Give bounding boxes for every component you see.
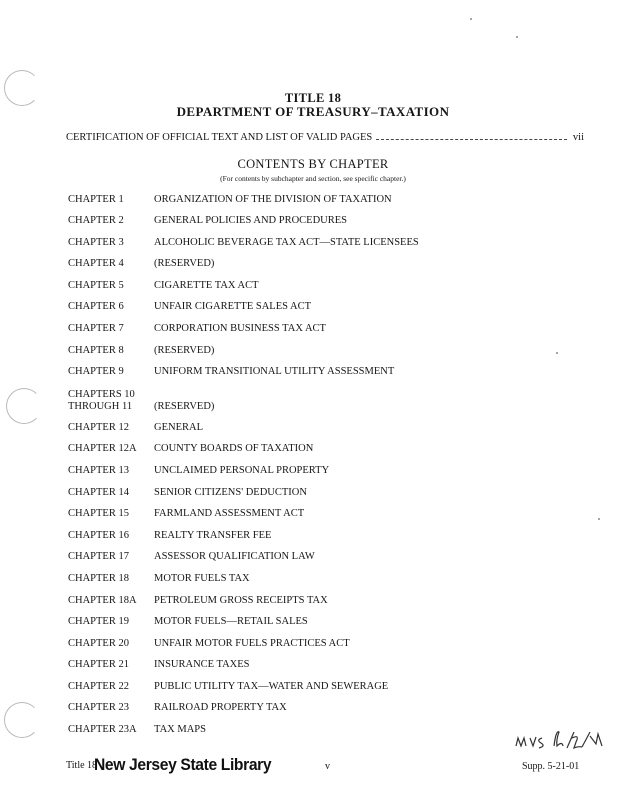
chapter-number-continued: THROUGH 11 bbox=[68, 401, 133, 412]
chapter-title: (RESERVED) bbox=[154, 345, 215, 356]
certification-page: vii bbox=[572, 132, 584, 143]
scan-speck bbox=[470, 18, 472, 20]
chapter-number: CHAPTER 19 bbox=[68, 616, 129, 627]
library-stamp: New Jersey State Library bbox=[94, 755, 272, 774]
punch-hole-middle bbox=[6, 388, 42, 424]
chapter-number: CHAPTER 12A bbox=[68, 443, 137, 454]
certification-label: CERTIFICATION OF OFFICIAL TEXT AND LIST OF VALID PAGES bbox=[66, 132, 373, 143]
footer-page-number: v bbox=[325, 761, 330, 772]
certification-line[interactable] bbox=[66, 132, 584, 146]
chapter-number: CHAPTER 2 bbox=[68, 215, 124, 226]
chapter-title: INSURANCE TAXES bbox=[154, 659, 250, 670]
chapter-title: SENIOR CITIZENS' DEDUCTION bbox=[154, 487, 307, 498]
scan-speck bbox=[598, 518, 600, 520]
chapter-title: GENERAL POLICIES AND PROCEDURES bbox=[154, 215, 347, 226]
scan-speck bbox=[516, 36, 518, 38]
chapter-title: ASSESSOR QUALIFICATION LAW bbox=[154, 551, 315, 562]
chapter-title: COUNTY BOARDS OF TAXATION bbox=[154, 443, 314, 454]
chapter-title: PUBLIC UTILITY TAX—WATER AND SEWERAGE bbox=[154, 681, 389, 692]
department-heading: DEPARTMENT OF TREASURY–TAXATION bbox=[176, 104, 450, 119]
chapter-title: UNIFORM TRANSITIONAL UTILITY ASSESSMENT bbox=[154, 366, 395, 377]
chapter-title: FARMLAND ASSESSMENT ACT bbox=[154, 508, 305, 519]
chapter-title: ALCOHOLIC BEVERAGE TAX ACT—STATE LICENSEES bbox=[154, 237, 419, 248]
chapter-title: TAX MAPS bbox=[154, 724, 206, 735]
chapter-title: CORPORATION BUSINESS TAX ACT bbox=[154, 323, 326, 334]
chapter-number: CHAPTER 20 bbox=[68, 638, 129, 649]
chapter-number: CHAPTERS 10 bbox=[68, 389, 135, 400]
contents-note: (For contents by subchapter and section, see specific chapter.) bbox=[220, 174, 406, 183]
chapter-number: CHAPTER 23 bbox=[68, 702, 129, 713]
handwritten-initials-scribble bbox=[510, 724, 610, 758]
chapter-title: (RESERVED) bbox=[154, 258, 215, 269]
chapter-number: CHAPTER 16 bbox=[68, 530, 129, 541]
chapter-number: CHAPTER 7 bbox=[68, 323, 124, 334]
scan-speck bbox=[556, 352, 558, 354]
chapter-title: MOTOR FUELS—RETAIL SALES bbox=[154, 616, 308, 627]
chapter-title: UNFAIR MOTOR FUELS PRACTICES ACT bbox=[154, 638, 350, 649]
leader-dots bbox=[376, 138, 567, 140]
chapter-number: CHAPTER 3 bbox=[68, 237, 124, 248]
punch-hole-bottom bbox=[4, 702, 40, 738]
chapter-title: UNCLAIMED PERSONAL PROPERTY bbox=[154, 465, 330, 476]
chapter-number: CHAPTER 21 bbox=[68, 659, 129, 670]
chapter-title: ORGANIZATION OF THE DIVISION OF TAXATION bbox=[154, 194, 392, 205]
chapter-title: RAILROAD PROPERTY TAX bbox=[154, 702, 287, 713]
chapter-number: CHAPTER 6 bbox=[68, 301, 124, 312]
chapter-number: CHAPTER 23A bbox=[68, 724, 137, 735]
chapter-title: PETROLEUM GROSS RECEIPTS TAX bbox=[154, 595, 328, 606]
chapter-title: REALTY TRANSFER FEE bbox=[154, 530, 272, 541]
chapter-number: CHAPTER 12 bbox=[68, 422, 129, 433]
chapter-title: UNFAIR CIGARETTE SALES ACT bbox=[154, 301, 312, 312]
chapter-title: (RESERVED) bbox=[154, 401, 215, 412]
contents-heading: CONTENTS BY CHAPTER bbox=[237, 157, 389, 171]
chapter-number: CHAPTER 5 bbox=[68, 280, 124, 291]
chapter-number: CHAPTER 13 bbox=[68, 465, 129, 476]
chapter-number: CHAPTER 18 bbox=[68, 573, 129, 584]
chapter-title: CIGARETTE TAX ACT bbox=[154, 280, 259, 291]
chapter-number: CHAPTER 1 bbox=[68, 194, 124, 205]
footer-title: Title 18 bbox=[66, 760, 98, 771]
chapter-number: CHAPTER 15 bbox=[68, 508, 129, 519]
chapter-title: MOTOR FUELS TAX bbox=[154, 573, 250, 584]
chapter-number: CHAPTER 9 bbox=[68, 366, 124, 377]
chapter-number: CHAPTER 17 bbox=[68, 551, 129, 562]
chapter-number: CHAPTER 4 bbox=[68, 258, 124, 269]
chapter-number: CHAPTER 14 bbox=[68, 487, 129, 498]
chapter-number: CHAPTER 18A bbox=[68, 595, 137, 606]
chapter-title: GENERAL bbox=[154, 422, 203, 433]
footer-supplement-date: Supp. 5-21-01 bbox=[522, 761, 580, 772]
handwritten-initials bbox=[510, 724, 610, 763]
title-heading: TITLE 18 bbox=[284, 91, 342, 105]
chapter-row[interactable] bbox=[68, 389, 528, 413]
chapter-number: CHAPTER 22 bbox=[68, 681, 129, 692]
chapter-number: CHAPTER 8 bbox=[68, 345, 124, 356]
